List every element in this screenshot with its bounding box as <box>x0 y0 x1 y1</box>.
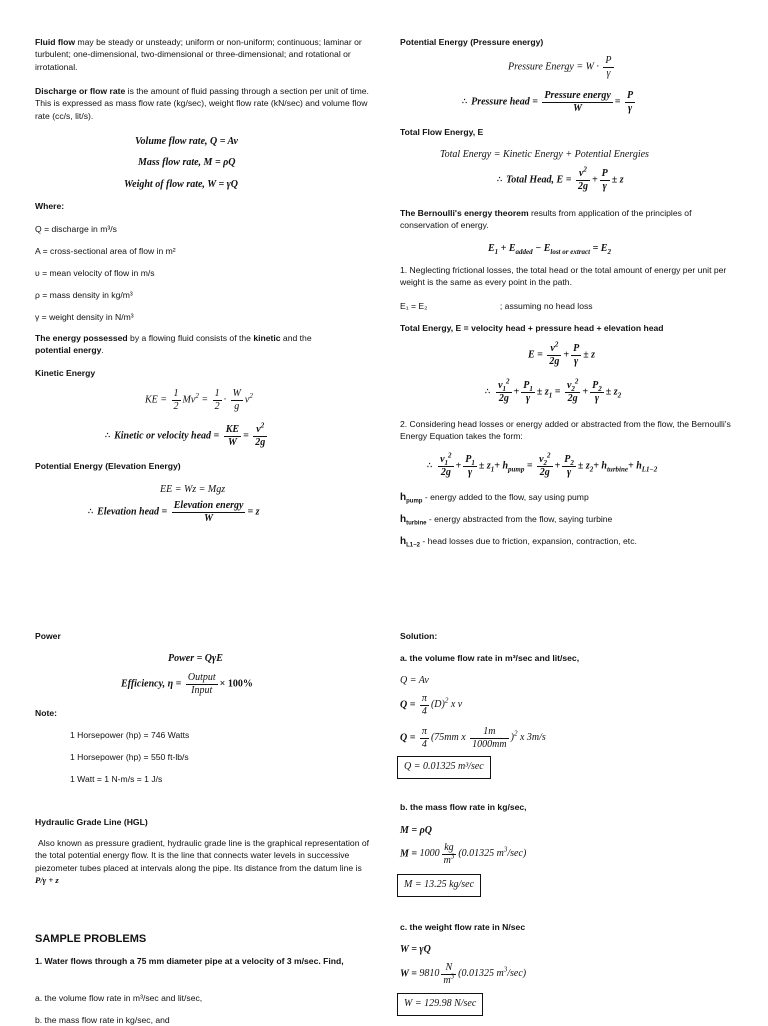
hpump-symbol: h <box>400 492 407 503</box>
power-heading: Power <box>35 631 61 641</box>
point-1: 1. Neglecting frictional losses, the total head or the total amount of energy per unit per weight is the same as every point in the path. <box>400 265 727 288</box>
energy-text-1: by a flowing fluid consists of the <box>127 333 254 343</box>
def-v: υ = mean velocity of flow in m/s <box>35 268 155 278</box>
bernoulli-paragraph <box>400 207 735 232</box>
point-2: 2. Considering head losses or energy added or abstracted from the flow, the Bernoulli's Energy Equation takes the form: <box>400 419 731 442</box>
eq-efficiency <box>121 672 253 696</box>
answer-q <box>397 756 491 779</box>
hturbine-def <box>400 513 612 528</box>
kinetic-heading: Kinetic Energy <box>35 368 96 378</box>
pe-pressure-heading: Potential Energy (Pressure energy) <box>400 37 544 47</box>
eq-total-energy: Total Energy = Kinetic Energy + Potential Energies <box>440 149 649 160</box>
eq-elevation-energy: EE = Wz = Mgz <box>160 484 226 495</box>
eq-kinetic-head: ∴ Kinetic or velocity head = $\frac{KE}{W}$ = $\frac{v^2}{2g}$ <box>105 421 266 448</box>
hturbine-symbol: h <box>400 514 407 525</box>
energy-paragraph <box>35 332 370 357</box>
bernoulli-text: results from application of the principles of conservation of energy. <box>400 208 692 231</box>
hl-description: - head losses due to friction, expansion, contraction, etc. <box>420 536 637 546</box>
solution-b-label: b. the mass flow rate in kg/sec, <box>400 802 527 812</box>
eq-total-head: ∴ Total Head, E = $\frac{v^2}{2g}$ + $\frac{P}{\gamma}$ ± z <box>497 165 624 192</box>
energy-potential: potential energy <box>35 345 102 356</box>
eq-energy-balance: $E_1 + E_{added} - E_{lost or extract} = E_2$ <box>488 243 611 256</box>
solution-c-label: c. the weight flow rate in N/sec <box>400 922 526 932</box>
hl-symbol: h <box>400 536 407 547</box>
hgl-formula: P/γ + z <box>35 875 59 886</box>
note-hp-ftlb: 1 Horsepower (hp) = 550 ft-lb/s <box>70 752 189 762</box>
assuming-no-loss: ; assuming no head loss <box>499 301 593 311</box>
problem-1: 1. Water flows through a 75 mm diameter pipe at a velocity of 3 m/sec. Find, <box>35 956 344 966</box>
eq-w-substituted: W = 9810 $\frac{N}{m^3}$ (0.01325 $m^3/\sec$) <box>400 962 527 986</box>
answer-w <box>397 993 483 1016</box>
bernoulli-term: The Bernoulli's energy theorem <box>400 208 529 218</box>
def-gamma: γ = weight density in N/m³ <box>35 312 134 322</box>
efficiency-denominator: Input <box>191 684 213 696</box>
eq-mass-flow: Mass flow rate, M = ρQ <box>138 157 236 168</box>
eq-bernoulli-full: ∴ $\frac{v_1^2}{2g}$ + $\frac{P_1}{\gamma}$ ± $z_1+ h_{pump}$ = $\frac{v_2^2}{2g}$ + $\frac{P_2}{\gamma}$ ± $z_2+ h_{turbine}+ h_{L1-2}$ <box>427 451 658 478</box>
where-label: Where: <box>35 201 65 211</box>
energy-text-3: . <box>101 345 104 356</box>
discharge-text: is the amount of fluid passing through a section per unit of time. This is expressed as mass flow rate (kg/sec), weight flow rate (kN/sec) and volume flow rate (cc/s, lit/s). <box>35 86 369 121</box>
solution-a-label: a. the volume flow rate in m³/sec and lit/sec, <box>400 653 580 663</box>
eq-bernoulli: ∴ $\frac{v_1^2}{2g}$ + $\frac{P_1}{\gamma}$ ± $z_1$ = $\frac{v_2^2}{2g}$ + $\frac{P_2}{\gamma}$ ± $z_2$ <box>485 377 622 404</box>
sample-problems-heading: SAMPLE PROBLEMS <box>35 933 147 945</box>
problem-item-b: b. the mass flow rate in kg/sec, and <box>35 1015 170 1025</box>
hl-subscript: L1−2 <box>406 542 420 549</box>
answer-q-box: Q = 0.01325 m³/sec <box>397 756 491 779</box>
hpump-description: - energy added to the flow, say using pump <box>422 492 589 502</box>
intro-text: may be steady or unsteady; uniform or non-uniform; continuous; laminar or turbulent; one-dimensional, two-dimensional or three-dimensional; and rotational or irrotational. <box>35 37 362 72</box>
eq-pressure-head: ∴ Pressure head = $\frac{\text{Pressure energy}}{W}$ = $\frac{P}{\gamma}$ <box>462 90 634 114</box>
answer-w-box: W = 129.98 N/sec <box>397 993 483 1016</box>
note-label: Note: <box>35 708 57 718</box>
energy-term: The energy possessed <box>35 333 128 343</box>
solution-label: Solution: <box>400 631 438 641</box>
answer-m <box>397 874 481 897</box>
eq-w-gamma: W = γQ <box>400 944 431 955</box>
hgl-text: Also known as pressure gradient, hydraulic grade line is the graphical representation of the total potential energy flow. It is the line that connects water levels in successive piezometer tubes placed at intervals along the pipe. Its distance from the datum line is <box>35 838 370 873</box>
total-flow-heading: Total Flow Energy, E <box>400 127 484 137</box>
hturbine-description: - energy abstracted from the flow, saying turbine <box>426 514 613 524</box>
problem-item-a: a. the volume flow rate in m³/sec and lit/sec, <box>35 993 203 1003</box>
eq-q-pi: Q = $\frac{\pi}{4}$ $(D)^2$ x v <box>400 693 463 717</box>
eq-m-rho: M = ρQ <box>400 825 432 836</box>
eq-q-substituted: Q = $\frac{\pi}{4}$ (75mm x $\frac{1m}{1000mm}$ )$^2$ x 3m/s <box>400 726 546 750</box>
discharge-paragraph <box>35 85 370 122</box>
e1-e2: E₁ = E₂ <box>400 301 428 311</box>
efficiency-label: Efficiency, η = <box>121 678 184 690</box>
eq-power: Power = QγE <box>168 653 223 664</box>
hpump-subscript: pump <box>406 498 423 505</box>
eq-pressure-energy: Pressure Energy = W · $\frac{P}{\gamma}$ <box>508 55 612 79</box>
e1-e2-line <box>400 300 593 312</box>
eq-elevation-head: ∴ Elevation head = $\frac{\text{Elevation energy}}{W}$ = z <box>88 500 260 524</box>
eq-kinetic-energy: KE = $\frac{1}{2}$ $Mv^2$ = $\frac{1}{2}$ · $\frac{W}{g}$ $v^2$ <box>145 388 253 412</box>
eq-volume-flow: Volume flow rate, Q = Av <box>135 136 238 147</box>
eq-weight-flow: Weight of flow rate, W = γQ <box>124 179 239 190</box>
eq-e: E = $\frac{v^2}{2g}$ + $\frac{P}{\gamma}$ ± z <box>528 340 596 367</box>
efficiency-tail: × 100% <box>219 678 253 690</box>
answer-m-box: M = 13.25 kg/sec <box>397 874 481 897</box>
energy-text-2: and the <box>280 333 312 343</box>
eq-m-substituted: M = 1000 $\frac{kg}{m^3}$ (0.01325 $m^3/\sec$) <box>400 842 527 866</box>
efficiency-numerator: Output <box>187 672 216 683</box>
total-energy-line: Total Energy, E = velocity head + pressure head + elevation head <box>400 323 664 333</box>
discharge-term: Discharge or flow rate <box>35 86 126 96</box>
intro-paragraph <box>35 36 370 73</box>
note-hp-watts: 1 Horsepower (hp) = 746 Watts <box>70 730 190 740</box>
hgl-heading: Hydraulic Grade Line (HGL) <box>35 817 148 827</box>
def-a: A = cross-sectional area of flow in m² <box>35 246 176 256</box>
hpump-def <box>400 491 589 506</box>
hturbine-subscript: turbine <box>406 520 427 527</box>
hl-def <box>400 535 637 550</box>
hgl-paragraph <box>35 837 370 887</box>
def-rho: ρ = mass density in kg/m³ <box>35 290 133 300</box>
note-watt: 1 Watt = 1 N-m/s = 1 J/s <box>70 774 163 784</box>
def-q: Q = discharge in m³/s <box>35 224 117 234</box>
intro-term: Fluid flow <box>35 37 76 47</box>
eq-q-av: Q = Av <box>400 675 429 686</box>
energy-kinetic: kinetic <box>253 333 281 343</box>
pe-elevation-heading: Potential Energy (Elevation Energy) <box>35 461 181 471</box>
